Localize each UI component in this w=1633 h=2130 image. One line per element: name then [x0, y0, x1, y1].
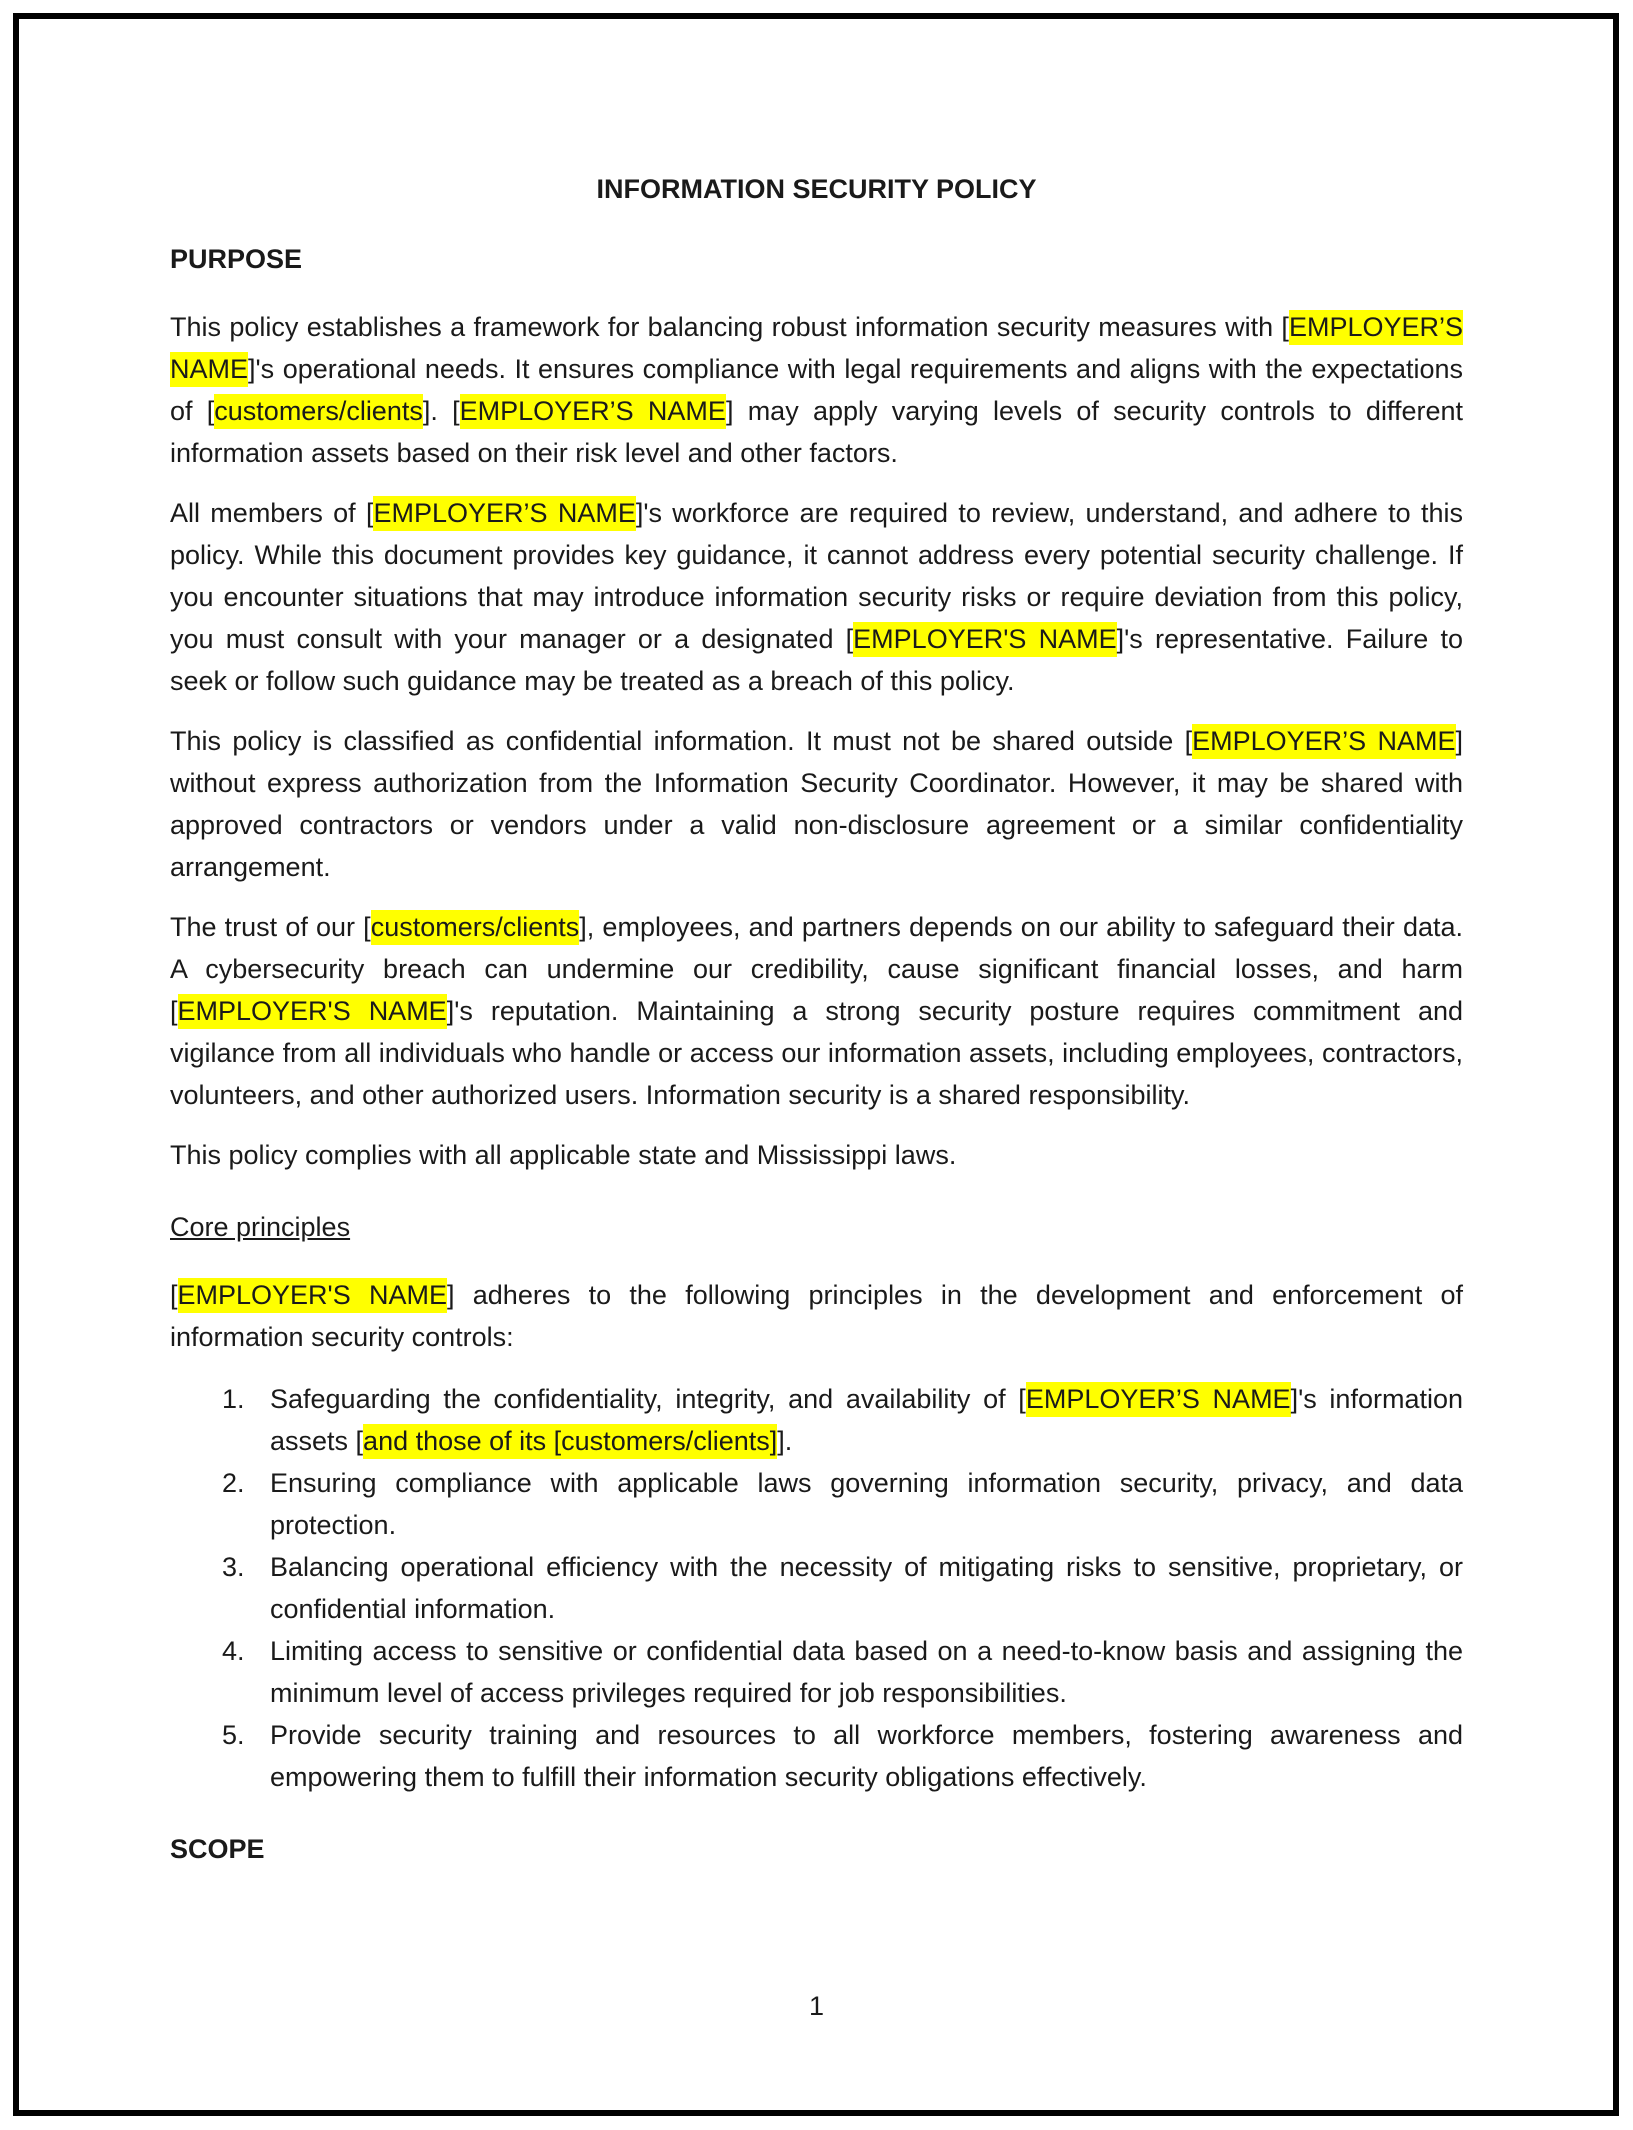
scope-heading: SCOPE [170, 1834, 265, 1864]
text-run: ]'s information assets [ [270, 1384, 1463, 1456]
text-run: ]. [777, 1426, 793, 1456]
text-run: ], employees, and partners depends on our ability to safeguard their data. A cybersecurity breach can undermine our credibility, cause significant financial losses, and harm [ [170, 912, 1463, 1026]
highlighted-placeholder: and those of its [customers/clients] [363, 1424, 777, 1459]
text-run: ]'s workforce are required to review, understand, and adhere to this policy. While this document provides key guidance, it cannot address every potential security challenge. If you encounter situations that may introduce information security risks or require deviation from this policy, you must consult with your manager or a designated [ [170, 498, 1463, 654]
purpose-paragraph-1 [170, 306, 1463, 474]
core-principles-intro [170, 1274, 1463, 1358]
highlighted-placeholder: EMPLOYER’S NAME [373, 496, 635, 531]
core-principles-heading: Core principles [170, 1212, 351, 1242]
document-title: INFORMATION SECURITY POLICY [596, 174, 1037, 204]
text-run: ]. [ [422, 396, 460, 426]
text-run: Provide security training and resources to all workforce members, fostering awareness and empowering them to fulfill their information security obligations effectively. [270, 1720, 1463, 1792]
text-run: ]'s representative. Failure to seek or follow such guidance may be treated as a breach of this policy. [170, 624, 1464, 696]
core-principles-list [170, 1378, 1463, 1798]
principle-item-4 [170, 1630, 1463, 1714]
text-run: ] may apply varying levels of security controls to different information assets based on their risk level and other factors. [170, 396, 1463, 468]
principle-item-1 [170, 1378, 1463, 1462]
text-run: Safeguarding the confidentiality, integrity, and availability of [ [270, 1384, 1026, 1414]
highlighted-placeholder: EMPLOYER’S NAME [1026, 1382, 1291, 1417]
compliance-statement [170, 1134, 1463, 1176]
text-run: [ [170, 1280, 178, 1310]
highlighted-placeholder: EMPLOYER'S NAME [178, 1278, 447, 1313]
text-run: ]'s operational needs. It ensures compliance with legal requirements and aligns with the expectations of [ [170, 354, 1463, 426]
purpose-paragraph-4 [170, 906, 1463, 1116]
purpose-paragraph-2 [170, 492, 1463, 702]
highlighted-placeholder: EMPLOYER'S NAME [853, 622, 1116, 657]
text-run: ] adheres to the following principles in the development and enforcement of information security controls: [170, 1280, 1463, 1352]
purpose-heading: PURPOSE [170, 244, 303, 274]
page-number: 1 [808, 1991, 825, 2021]
text-run: ]'s reputation. Maintaining a strong security posture requires commitment and vigilance from all individuals who handle or access our information assets, including employees, contractors, volunteers, and other authorized users. Information security is a shared responsibility. [170, 996, 1463, 1110]
text-run: This policy complies with all applicable state and Mississippi laws. [170, 1140, 957, 1170]
principle-item-5 [170, 1714, 1463, 1798]
text-run: All members of [ [170, 498, 374, 528]
list-number: 1. [222, 1384, 245, 1414]
text-run: This policy establishes a framework for balancing robust information security measures with [ [170, 312, 1289, 342]
principle-text [270, 1720, 1463, 1792]
highlighted-placeholder: EMPLOYER’S NAME [170, 310, 1463, 387]
text-run: Balancing operational efficiency with the necessity of mitigating risks to sensitive, proprietary, or confidential information. [270, 1552, 1463, 1624]
text-run: ] without express authorization from the Information Security Coordinator. However, it may be shared with approved contractors or vendors under a valid non-disclosure agreement or a similar confidentiality arrangement. [170, 726, 1464, 882]
principle-item-3 [170, 1546, 1463, 1630]
text-run: This policy is classified as confidential information. It must not be shared outside [ [170, 726, 1193, 756]
list-number: 4. [222, 1636, 245, 1666]
text-run: Limiting access to sensitive or confidential data based on a need-to-know basis and assigning the minimum level of access privileges required for job responsibilities. [270, 1636, 1463, 1708]
highlighted-placeholder: EMPLOYER'S NAME [178, 994, 447, 1029]
highlighted-placeholder: customers/clients [371, 910, 580, 945]
text-run: Ensuring compliance with applicable laws governing information security, privacy, and data protection. [270, 1468, 1463, 1540]
highlighted-placeholder: EMPLOYER’S NAME [460, 394, 726, 429]
list-number: 3. [222, 1552, 245, 1582]
page-content [170, 0, 1463, 1870]
principle-text [270, 1382, 1463, 1459]
list-number: 5. [222, 1720, 245, 1750]
highlighted-placeholder: customers/clients [214, 394, 423, 429]
principle-item-2 [170, 1462, 1463, 1546]
highlighted-placeholder: EMPLOYER’S NAME [1192, 724, 1455, 759]
principle-text [270, 1468, 1463, 1540]
text-run: The trust of our [ [170, 912, 371, 942]
principle-text [270, 1636, 1463, 1708]
list-number: 2. [222, 1468, 245, 1498]
purpose-paragraph-3 [170, 720, 1463, 888]
principle-text [270, 1552, 1463, 1624]
